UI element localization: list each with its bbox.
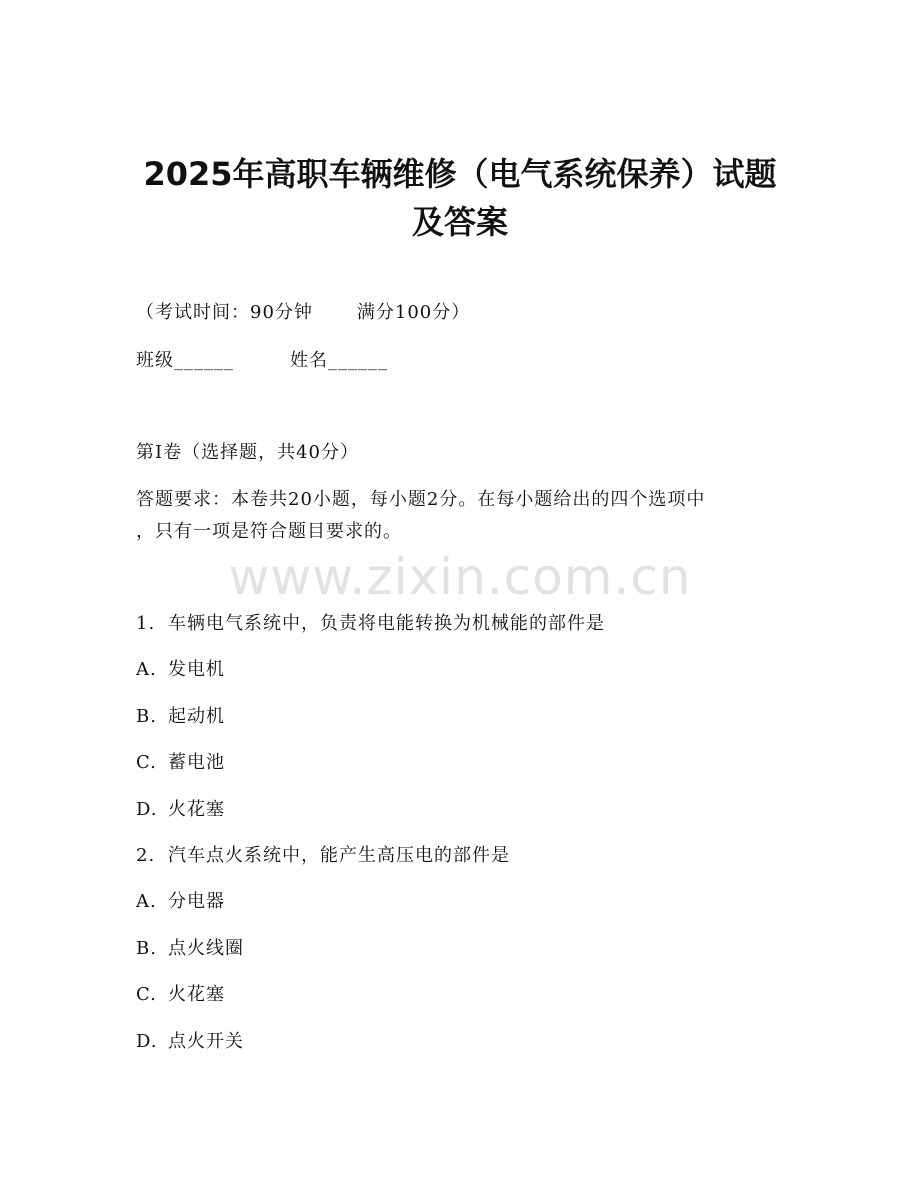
option-text: 点火线圈 — [168, 938, 244, 959]
exam-info — [136, 299, 470, 327]
option-letter: A. — [136, 891, 157, 912]
option-text: 点火开关 — [168, 1031, 244, 1052]
option-text: 蓄电池 — [168, 752, 225, 773]
section-title: 第Ⅰ卷（选择题，共40分） — [136, 442, 360, 463]
option-letter: A. — [136, 659, 157, 680]
option-letter: D. — [136, 1031, 158, 1052]
requirement-line-2: ，只有一项是符合题目要求的。 — [136, 521, 402, 542]
watermark: www.zixin.com.cn — [228, 548, 692, 606]
option-text: 起动机 — [168, 706, 225, 727]
option-letter: C. — [136, 752, 157, 773]
exam-time: （考试时间：90分钟 — [136, 302, 313, 323]
class-label: 班级______ — [136, 350, 234, 371]
option-text: 火花塞 — [168, 984, 225, 1005]
question-number: 1. — [136, 613, 156, 634]
name-label: 姓名______ — [290, 350, 388, 371]
question-2-option-b — [136, 935, 244, 963]
document-title — [0, 150, 920, 246]
question-text: 汽车点火系统中，能产生高压电的部件是 — [168, 845, 510, 866]
option-letter: B. — [136, 706, 157, 727]
option-text: 分电器 — [168, 891, 225, 912]
option-letter: B. — [136, 938, 157, 959]
question-2-option-a — [136, 888, 225, 916]
question-1-option-d — [136, 796, 225, 824]
requirement-line-1: 答题要求：本卷共20小题，每小题2分。在每小题给出的四个选项中 — [136, 489, 706, 510]
full-score: 满分100分） — [356, 302, 471, 323]
option-letter: C. — [136, 984, 157, 1005]
question-2-option-d — [136, 1028, 244, 1056]
option-letter: D. — [136, 799, 158, 820]
student-info — [136, 347, 388, 375]
title-line-1: 2025年高职车辆维修（电气系统保养）试题 — [143, 155, 777, 193]
question-1-option-b — [136, 703, 225, 731]
question-1-option-c — [136, 749, 225, 777]
option-text: 火花塞 — [168, 799, 225, 820]
option-text: 发电机 — [168, 659, 225, 680]
question-2-option-c — [136, 981, 225, 1009]
title-line-2: 及答案 — [411, 203, 508, 241]
question-number: 2. — [136, 845, 156, 866]
question-1-option-a — [136, 656, 225, 684]
question-2 — [136, 842, 510, 870]
question-1 — [136, 610, 605, 638]
question-text: 车辆电气系统中，负责将电能转换为机械能的部件是 — [168, 613, 605, 634]
